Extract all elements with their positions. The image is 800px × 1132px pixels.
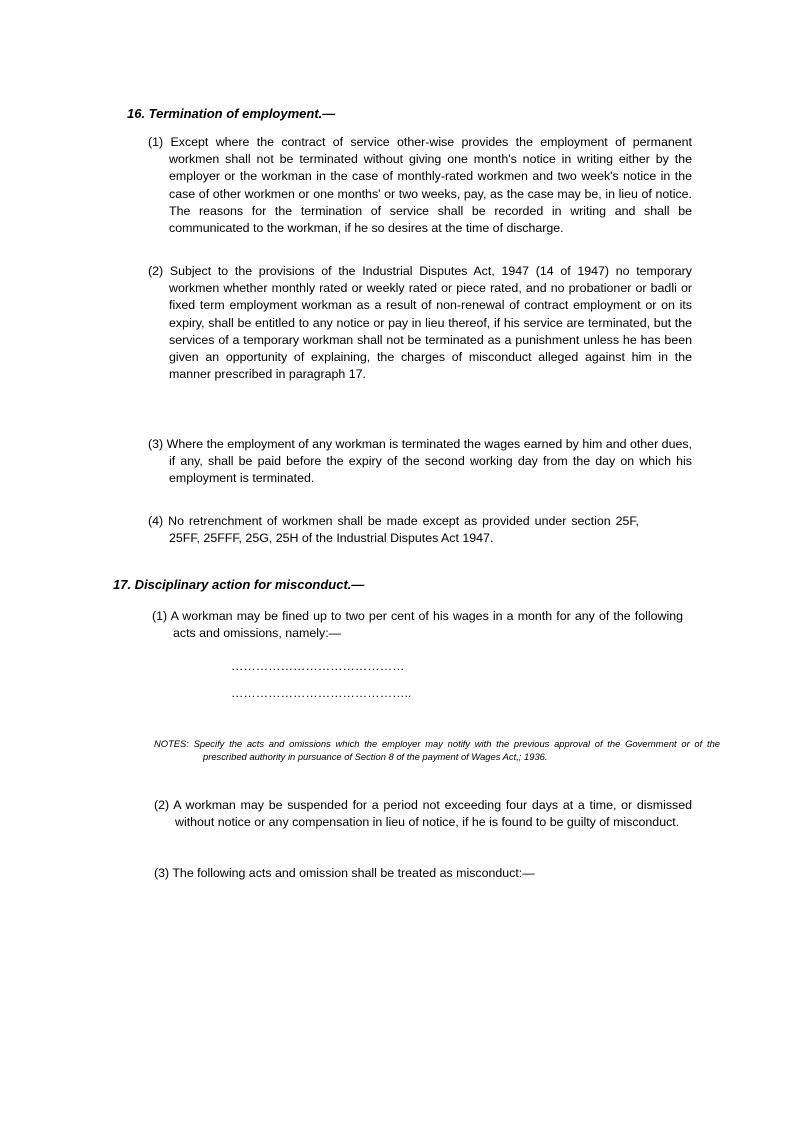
- notes-text: NOTES: Specify the acts and omissions which the employer may notify with the previous approval of the Government or of the prescribed authority in pursuance of Section 8 of the payment of Wages Act,; 1936.: [154, 738, 720, 763]
- fill-in-line-2: ……………………………………..: [231, 686, 412, 700]
- section-16-heading: 16. Termination of employment.—: [127, 106, 336, 121]
- section-16-clause-3: (3) Where the employment of any workman is terminated the wages earned by him and other dues, if any, shall be paid before the expiry of the second working day from the day on which his employment is terminated.: [148, 437, 692, 486]
- fill-in-line-1: ……………………………………: [231, 659, 405, 673]
- section-16-clause-4: (4) No retrenchment of workmen shall be made except as provided under section 25F, 25FF, 25FFF, 25G, 25H of the Industrial Disputes Act 1947.: [148, 514, 639, 546]
- section-17-clause-2: (2) A workman may be suspended for a period not exceeding four days at a time, or dismissed without notice or any compensation in lieu of notice, if he is found to be guilty of misconduct.: [154, 798, 692, 830]
- section-16-clause-1: (1) Except where the contract of service other-wise provides the employment of permanent workmen shall not be terminated without giving one month's notice in writing either by the employer or the workman in the case of monthly-rated workmen and two week's notice in the case of other workmen or one months' or two weeks, pay, as the case may be, in lieu of notice. The reasons for the termination of service shall be recorded in writing and shall be communicated to the workman, if he so desires at the time of discharge.: [148, 135, 692, 236]
- section-17-clause-1: (1) A workman may be fined up to two per cent of his wages in a month for any of the following acts and omissions, namely:—: [152, 609, 683, 641]
- section-17-clause-3: (3) The following acts and omission shall be treated as misconduct:—: [154, 866, 535, 880]
- section-16-clause-2: (2) Subject to the provisions of the Industrial Disputes Act, 1947 (14 of 1947) no temporary workmen whether monthly rated or weekly rated or piece rated, and no probationer or badli or fixed term employment workman as a result of non-renewal of contract employment or on its expiry, shall be entitled to any notice or pay in lieu thereof, if his service are terminated, but the services of a temporary workman shall not be terminated as a punishment unless he has been given an opportunity of explaining, the charges of misconduct alleged against him in the manner prescribed in paragraph 17.: [148, 264, 692, 382]
- section-17-heading: 17. Disciplinary action for misconduct.—: [113, 577, 365, 592]
